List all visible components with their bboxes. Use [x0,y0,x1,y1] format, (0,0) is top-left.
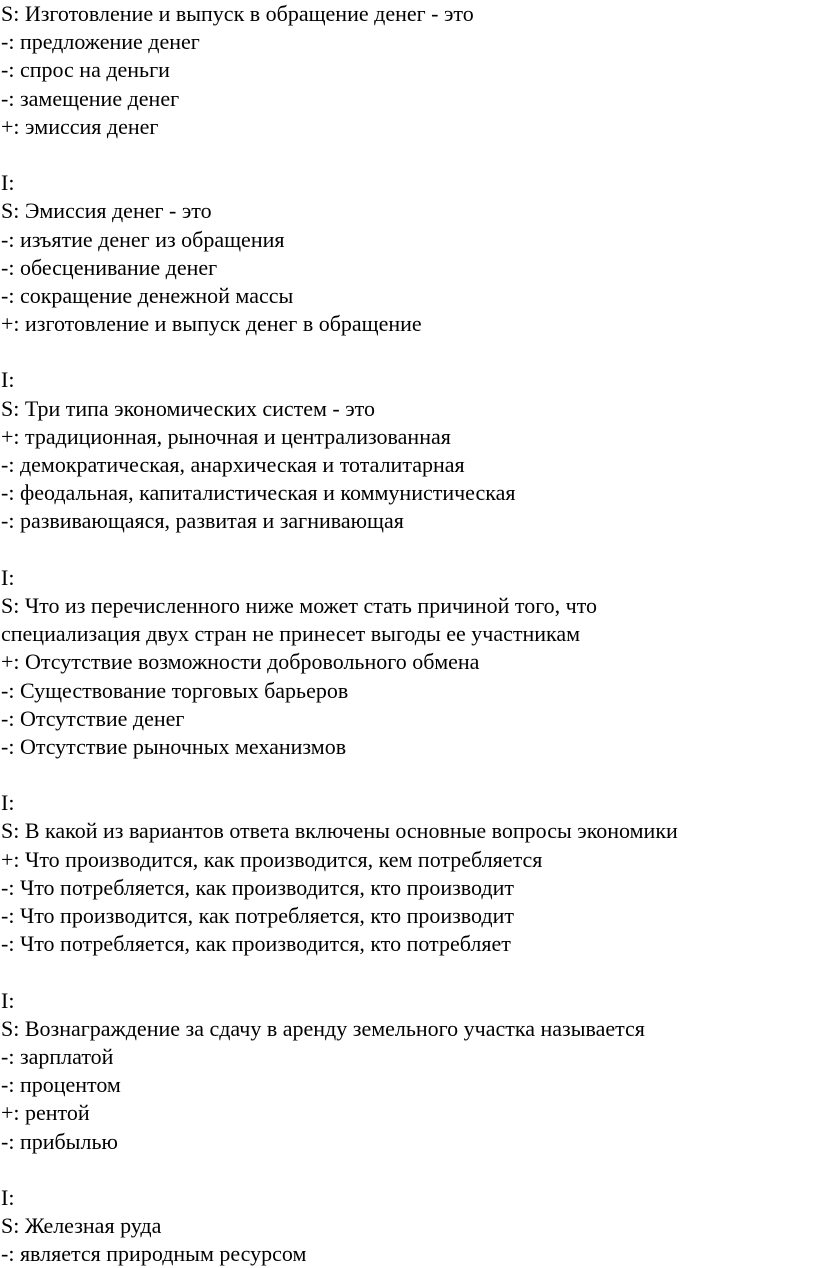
answer-option: -: Что потребляется, как производится, кто производит [1,874,514,900]
answer-option-correct: +: Отсутствие возможности добровольного обмена [1,649,480,675]
question-marker: I: [1,987,15,1013]
question-marker: I: [1,790,15,816]
answer-option: -: Существование торговых барьеров [1,677,349,703]
answer-option: -: сокращение денежной массы [1,282,294,308]
question-stem-continuation: специализация двух стран не принесет выгоды ее участникам [1,621,581,647]
question-stem: S: Что из перечисленного ниже может стать причиной того, что [1,592,598,618]
answer-option: -: процентом [1,1072,121,1098]
blank-line [1,1156,816,1184]
answer-option: -: развивающаяся, развитая и загнивающая [1,508,404,534]
blank-line [1,536,816,564]
answer-option: -: является природным ресурсом [1,1241,307,1267]
blank-line [1,958,816,986]
answer-option: -: Отсутствие денег [1,705,185,731]
question-marker: I: [1,367,15,393]
blank-line [1,141,816,169]
answer-option: -: зарплатой [1,1043,114,1069]
answer-option: -: изъятие денег из обращения [1,226,285,252]
answer-option: -: замещение денег [1,85,180,111]
answer-option: -: Что потребляется, как производится, кто потребляет [1,931,511,957]
question-stem: S: Железная руда [1,1213,162,1239]
question-stem: S: Изготовление и выпуск в обращение денег - это [1,1,474,26]
answer-option-correct: +: эмиссия денег [1,113,159,139]
answer-option-correct: +: традиционная, рыночная и централизованная [1,423,451,449]
question-marker: I: [1,564,15,590]
answer-option-correct: +: изготовление и выпуск денег в обращение [1,311,422,337]
answer-option: -: Что производится, как потребляется, кто производит [1,903,514,928]
question-stem: S: В какой из вариантов ответа включены основные вопросы экономики [1,818,678,844]
question-stem: S: Вознаграждение за сдачу в аренду земельного участка называется [1,1015,645,1041]
answer-option: -: обесценивание денег [1,254,218,280]
answer-option: -: феодальная, капиталистическая и коммунистическая [1,480,516,506]
answer-option: -: демократическая, анархическая и тоталитарная [1,452,465,477]
answer-option: -: предложение денег [1,29,200,55]
question-stem: S: Эмиссия денег - это [1,198,212,224]
question-marker: I: [1,1184,15,1210]
question-marker: I: [1,170,15,196]
answer-option: -: Отсутствие рыночных механизмов [1,733,347,759]
answer-option: -: спрос на деньги [1,57,170,83]
blank-line [1,761,816,789]
answer-option-correct: +: Что производится, как производится, кем потребляется [1,846,543,872]
answer-option: -: прибылью [1,1128,118,1154]
answer-option-correct: +: рентой [1,1100,90,1126]
question-stem: S: Три типа экономических систем - это [1,395,376,421]
blank-line [1,338,816,366]
